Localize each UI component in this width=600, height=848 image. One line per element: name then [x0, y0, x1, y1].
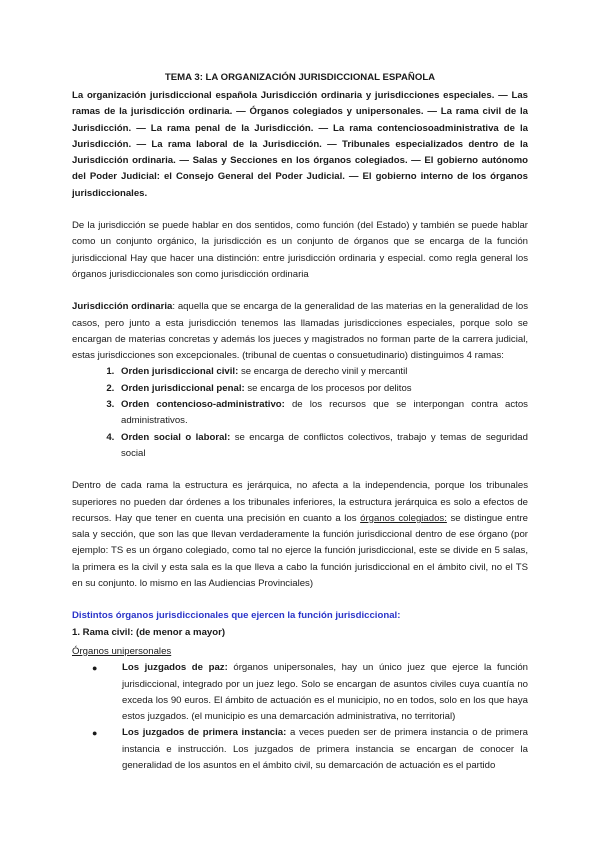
rama-term: Orden social o laboral: — [121, 431, 231, 443]
organo-term: Los juzgados de paz: — [122, 662, 228, 674]
organo-text: a veces pueden ser de primera instancia o de primera instancia e instrucción. Los juzgados de primera instancia se encargan de conocer la generalidad de los asuntos en el ámbito civil, su demarcación de actuación es el partido — [122, 727, 528, 771]
rama-text: se encarga de conflictos colectivos, trabajo y temas de seguridad social — [121, 431, 528, 459]
paragraph-jurisdiccion: De la jurisdicción se puede hablar en dos sentidos, como función (del Estado) y también se puede hablar como un conjunto orgánico, la jurisdicción es un conjunto de órganos que se encarga de la función jurisdiccional Hay que hacer una distinción: entre jurisdicción ordinaria y especial. como regla general los órganos jurisdiccionales son como jurisdicción ordinaria — [72, 220, 528, 280]
ordinaria-text: : aquella que se encarga de la generalidad de las materias en la generalidad de los casos, pero junto a esta jurisdicción tenemos las llamadas jurisdicciones especiales, porque solo se encargan de materias concretas y además los jueces y magistrados no forman parte de la carrera judicial, estas jurisdicciones son excepcionales. (tribunal de cuentas o consuetudinario) distinguimos 4 ramas: — [72, 301, 528, 362]
paragraph-ordinaria — [72, 299, 528, 364]
rama-text: de los recursos que se interpongan contra actos administrativos. — [121, 399, 528, 427]
list-item — [117, 430, 528, 463]
rama-term: Orden jurisdiccional penal: — [121, 382, 245, 394]
organo-term: Los juzgados de primera instancia: — [122, 727, 287, 739]
bullet-icon: ● — [92, 728, 98, 739]
rama-term: Orden contencioso-administrativo: — [121, 399, 285, 411]
organos-list — [72, 660, 528, 774]
topic-summary: La organización jurisdiccional española Jurisdicción ordinaria y jurisdicciones especiales. — Las ramas de la jurisdicción ordinaria. — Órganos colegiados y unipersonales. — La rama civil de la Jurisdicción. — La rama penal de la Jurisdicción. — La rama contenciosoadministrativa de la Jurisdicción. — La rama laboral de la Jurisdicción. — Tribunales especializados dentro de la Jurisdicción ordinaria. — Salas y Secciones en los órganos colegiados. — El gobierno autónomo del Poder Judicial: el Consejo General del Poder Judicial. — El gobierno interno de los órganos jurisdiccionales. — [72, 90, 528, 199]
estructura-text-a: Dentro de cada rama la estructura es jerárquica, no afecta a la independencia, porque los tribunales superiores no pueden dar órdenes a los tribunales inferiores, la estructura jerárquica es solo a efectos de recursos. Hay que tener en cuenta una precisión en cuanto a los — [72, 480, 528, 524]
list-item — [92, 725, 528, 774]
rama-civil-label: 1. Rama civil: — [72, 626, 134, 638]
paragraph-estructura — [72, 478, 528, 592]
bullet-icon: ● — [92, 663, 98, 674]
list-item — [117, 381, 528, 397]
term-jurisdiccion-ordinaria: Jurisdicción ordinaria — [72, 301, 173, 313]
rama-civil-note: (de menor a mayor) — [133, 626, 226, 638]
list-item — [92, 660, 528, 725]
rama-text: se encarga de los procesos por delitos — [244, 382, 412, 394]
rama-term: Orden jurisdiccional civil: — [121, 366, 239, 378]
ramas-list — [72, 364, 528, 462]
organos-colegiados-term: órganos colegiados: — [360, 512, 447, 524]
estructura-text-b: se distingue entre sala y sección, que son las que llevan verdaderamente la función jurisdiccional dentro de ese órgano (por ejemplo: TS es un órgano colegiado, como tal no ejerce la función jurisdiccional, este se divide en 5 salas, la primera es la civil y esta sala es la que lleva a cabo la función jurisdiccional en el ámbito civil, no el TS en su conjunto. lo mismo en las Audiencias Provinciales) — [72, 512, 529, 590]
rama-civil-heading — [72, 625, 528, 641]
list-item — [117, 397, 528, 430]
section-heading: Distintos órganos jurisdiccionales que ejercen la función jurisdiccional: — [72, 610, 401, 622]
rama-text: se encarga de derecho vinil y mercantil — [238, 366, 408, 378]
list-item — [117, 364, 528, 380]
organos-unipersonales-heading: Órganos unipersonales — [72, 645, 172, 657]
organo-text: órganos unipersonales, hay un único juez que ejerce la función jurisdiccional, integrado por un juez lego. Solo se encargan de asuntos civiles cuya cuantía no exceda los 90 euros. El ámbito de actuación es el municipio, no en todos, solo en los que haya estos juzgados. (el municipio es una demarcación administrativa, no territorial) — [122, 662, 528, 723]
document-title: TEMA 3: LA ORGANIZACIÓN JURISDICCIONAL ESPAÑOLA — [164, 72, 436, 83]
